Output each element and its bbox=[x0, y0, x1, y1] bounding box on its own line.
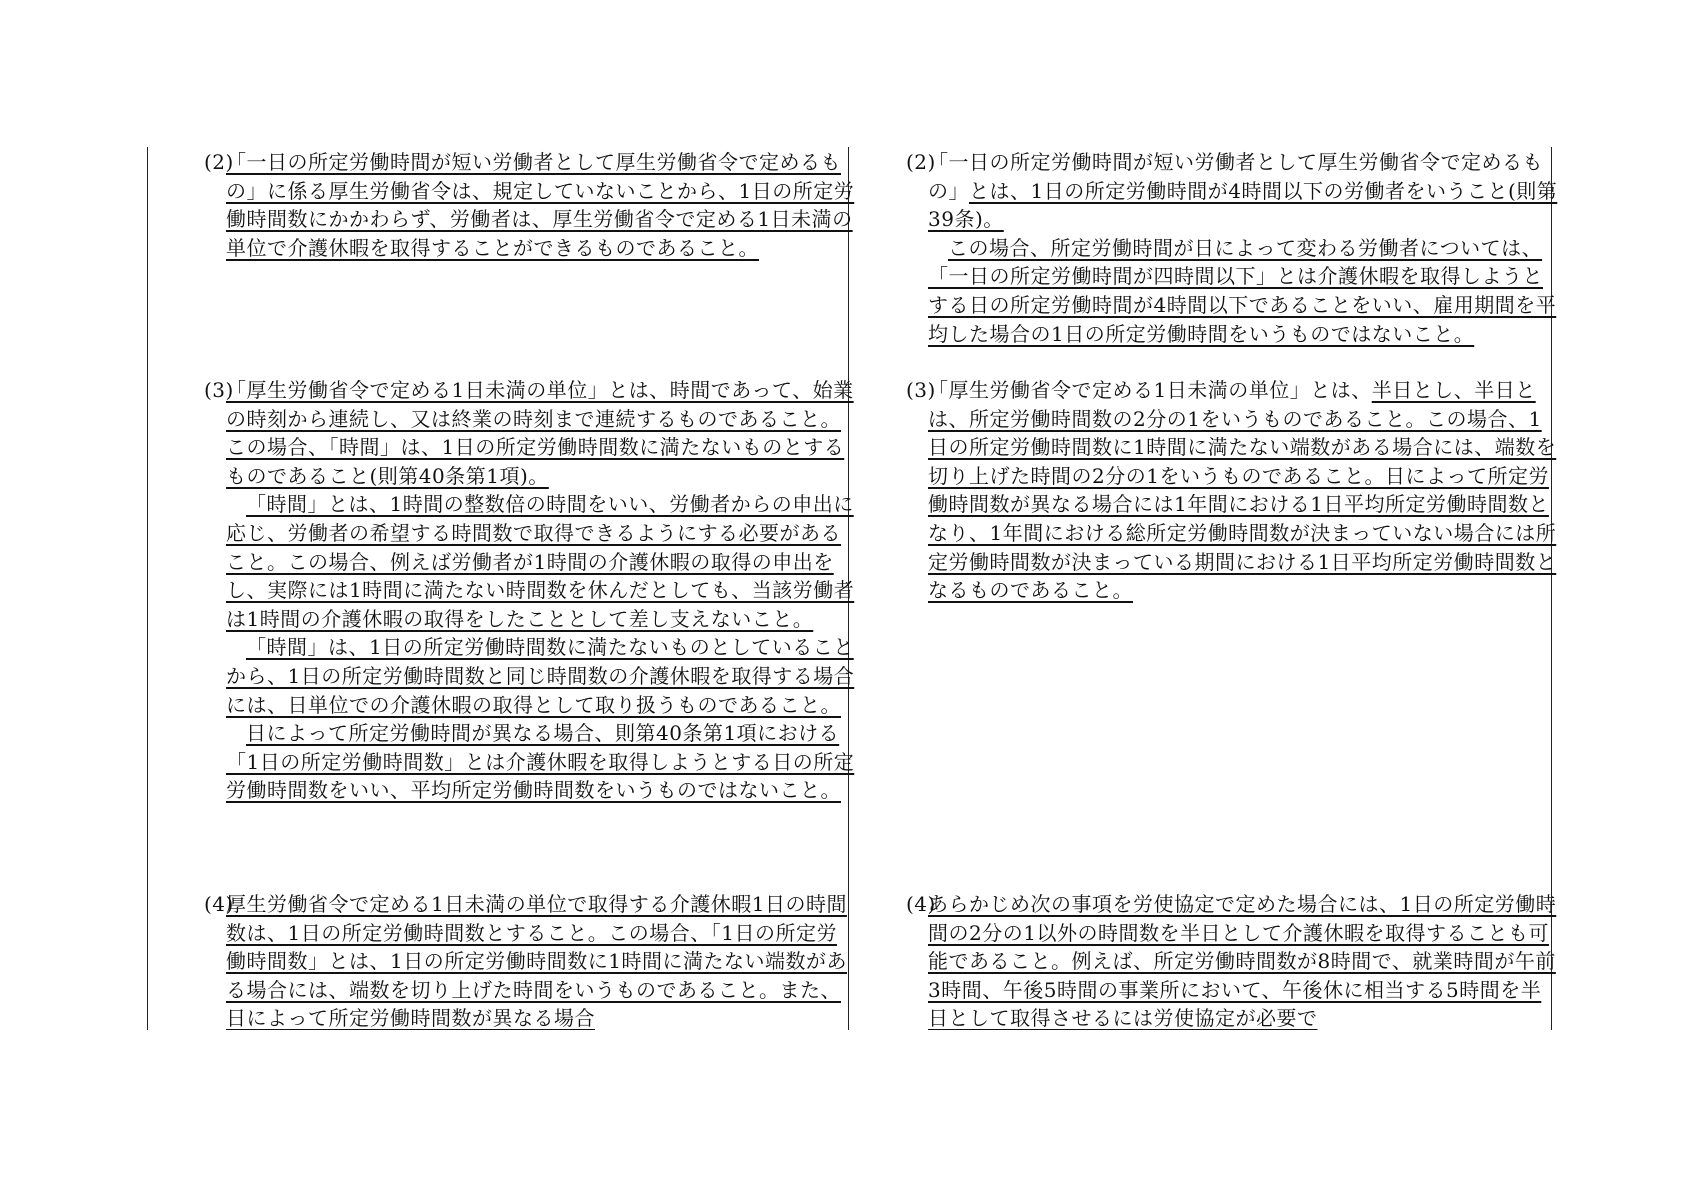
paragraph-text-revised: とは、1日の所定労働時間が4時間以下の労働者をいうこと(則第39条)。 bbox=[928, 178, 1558, 232]
paragraph-text-plain: 「厚生労働省令で定める1日未満の単位」とは、 bbox=[928, 378, 1372, 402]
paragraph-text: 「厚生労働省令で定める1日未満の単位」とは、時間であって、始業の時刻から連続し、又は終業の時刻まで連続するものであること。この場合、「時間」は、1日の所定労働時間数に満たないものとするものであること(則第40条第1項)。 bbox=[226, 378, 854, 488]
right-paragraph-4 bbox=[906, 890, 1558, 1030]
sub-paragraph-1: 「時間」とは、1時間の整数倍の時間をいい、労働者からの申出に応じ、労働者の希望する時間数で取得できるようにする必要があること。この場合、例えば労働者が1時間の介護休暇の取得の申出をし、実際には1時間に満たない時間数を休んだとしても、当該労働者は1時間の介護休暇の取得をしたこととして差し支えないこと。 bbox=[226, 492, 855, 631]
paragraph-text: 「一日の所定労働時間が短い労働者として厚生労働省令で定めるもの」に係る厚生労働省令は、規定していないことから、1日の所定労働時間数にかかわらず、労働者は、厚生労働省令で定める1日未満の単位で介護休暇を取得することができるものであること。 bbox=[226, 150, 855, 260]
paragraph-number: (3) bbox=[204, 378, 234, 402]
right-paragraph-3 bbox=[906, 376, 1558, 605]
left-paragraph-4 bbox=[204, 890, 856, 1030]
paragraph-number: (4) bbox=[204, 892, 234, 916]
paragraph-text-plain: 「一日の所定労働時間が短い労働者として厚生労働省令で定めるもの」 bbox=[928, 150, 1543, 203]
paragraph-text-revised: 半日とし、半日とは、所定労働時間数の2分の1をいうものであること。この場合、1日の所定労働時間数に1時間に満たない端数がある場合には、端数を切り上げた時間の2分の1をいうものであること。日によって所定労働時間数が異なる場合には1年間における1日平均所定労働時間数となり、1年間における総所定労働時間数が決まっていない場合には所定労働時間数が決まっている期間における1日平均所定労働時間数となるものであること。 bbox=[928, 378, 1557, 603]
sub-paragraph-2: 「時間」は、1日の所定労働時間数に満たないものとしていることから、1日の所定労働時間数と同じ時間数の介護休暇を取得する場合には、日単位での介護休暇の取得として取り扱うものであること。 bbox=[226, 635, 855, 717]
left-paragraph-3 bbox=[204, 376, 856, 805]
sub-paragraph-3: 日によって所定労働時間が異なる場合、則第40条第1項における「1日の所定労働時間数」とは介護休暇を取得しようとする日の所定労働時間数をいい、平均所定労働時間数をいうものではないこと。 bbox=[226, 721, 855, 803]
left-border-line bbox=[147, 147, 148, 1030]
paragraph-number: (2) bbox=[906, 150, 936, 174]
paragraph-number: (3) bbox=[906, 378, 936, 402]
sub-paragraph-1: この場合、所定労働時間が日によって変わる労働者については、「一日の所定労働時間が四時間以下」とは介護休暇を取得しようとする日の所定労働時間が4時間以下であることをいい、雇用期間を平均した場合の1日の所定労働時間をいうものではないこと。 bbox=[928, 235, 1557, 346]
paragraph-text: 厚生労働省令で定める1日未満の単位で取得する介護休暇1日の時間数は、1日の所定労働時間数とすること。この場合、「1日の所定労働時間数」とは、1日の所定労働時間数に1時間に満たない端数がある場合には、端数を切り上げた時間をいうものであること。また、日によって所定労働時間数が異なる場合 bbox=[226, 892, 847, 1030]
right-paragraph-2 bbox=[906, 148, 1558, 348]
left-paragraph-2 bbox=[204, 148, 856, 262]
paragraph-number: (4) bbox=[906, 892, 936, 916]
paragraph-text: あらかじめ次の事項を労使協定で定めた場合には、1日の所定労働時間の2分の1以外の時間数を半日として介護休暇を取得することも可能であること。例えば、所定労働時間数が8時間で、就業時間が午前3時間、午後5時間の事業所において、午後休に相当する5時間を半日として取得させるには労使協定が必要で bbox=[928, 892, 1557, 1030]
paragraph-number: (2) bbox=[204, 150, 234, 174]
